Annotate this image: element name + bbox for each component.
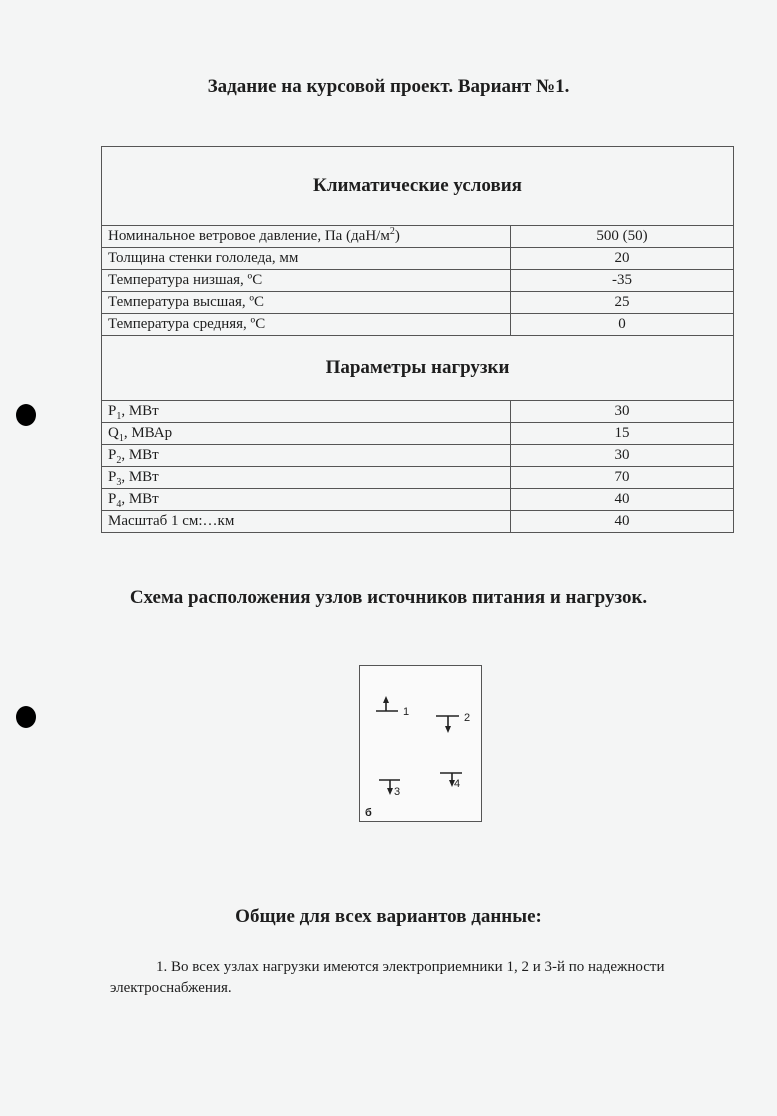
- row-label: Температура средняя, ºС: [102, 314, 511, 336]
- row-label: Температура низшая, ºС: [102, 270, 511, 292]
- table-row: [102, 489, 734, 511]
- row-value: 40: [511, 511, 734, 533]
- table-row: [102, 226, 734, 248]
- binder-hole-bottom: [16, 706, 36, 728]
- table-row: [102, 401, 734, 423]
- node-label-1: 1: [403, 706, 410, 718]
- parameters-table: [101, 146, 734, 533]
- scheme-variant-label: б: [365, 807, 372, 819]
- row-label: $P_4$, МВт: [102, 489, 511, 511]
- binder-hole-top: [16, 404, 36, 426]
- scheme-diagram: [359, 665, 482, 822]
- common-item-1: 1. Во всех узлах нагрузки имеются электроприемники 1, 2 и 3-й по надежности электроснабжения.: [110, 959, 665, 996]
- node-label-2: 2: [464, 712, 471, 724]
- document-title: Задание на курсовой проект. Вариант №1.: [207, 76, 570, 97]
- table-row: [102, 511, 734, 533]
- row-label: Температура высшая, ºС: [102, 292, 511, 314]
- node-label-3: 3: [394, 786, 401, 798]
- load-heading: Параметры нагрузки: [102, 336, 734, 401]
- climate-heading: Климатические условия: [102, 147, 734, 226]
- scheme-title: Схема расположения узлов источников питания и нагрузок.: [129, 587, 648, 608]
- common-data-title: Общие для всех вариантов данные:: [235, 906, 542, 927]
- row-value: 15: [511, 423, 734, 445]
- row-value: 0: [511, 314, 734, 336]
- table-row: [102, 423, 734, 445]
- row-value: 70: [511, 467, 734, 489]
- table-row: [102, 445, 734, 467]
- row-label: $P_3$, МВт: [102, 467, 511, 489]
- node-1-symbol: [376, 696, 398, 711]
- row-value: 20: [511, 248, 734, 270]
- row-value: 500 (50): [511, 226, 734, 248]
- table-row: [102, 467, 734, 489]
- table-section-header: [102, 147, 734, 226]
- row-value: -35: [511, 270, 734, 292]
- row-value: 30: [511, 445, 734, 467]
- table-section-header: [102, 336, 734, 401]
- row-value: 40: [511, 489, 734, 511]
- table-row: [102, 314, 734, 336]
- row-value: 30: [511, 401, 734, 423]
- node-2-symbol: [436, 716, 459, 733]
- row-label: Номинальное ветровое давление, Па $(даН/м^2)$: [102, 226, 511, 248]
- table-row: [102, 292, 734, 314]
- row-label: Толщина стенки гололеда, мм: [102, 248, 511, 270]
- table-row: [102, 248, 734, 270]
- row-label: $P_2$, МВт: [102, 445, 511, 467]
- table-row: [102, 270, 734, 292]
- row-value: 25: [511, 292, 734, 314]
- row-label: $Q_1$, МВАр: [102, 423, 511, 445]
- row-label: Масштаб 1 см:…км: [102, 511, 511, 533]
- node-label-4: 4: [454, 778, 461, 790]
- scheme-svg: [360, 666, 481, 821]
- row-label: $P_1$, МВт: [102, 401, 511, 423]
